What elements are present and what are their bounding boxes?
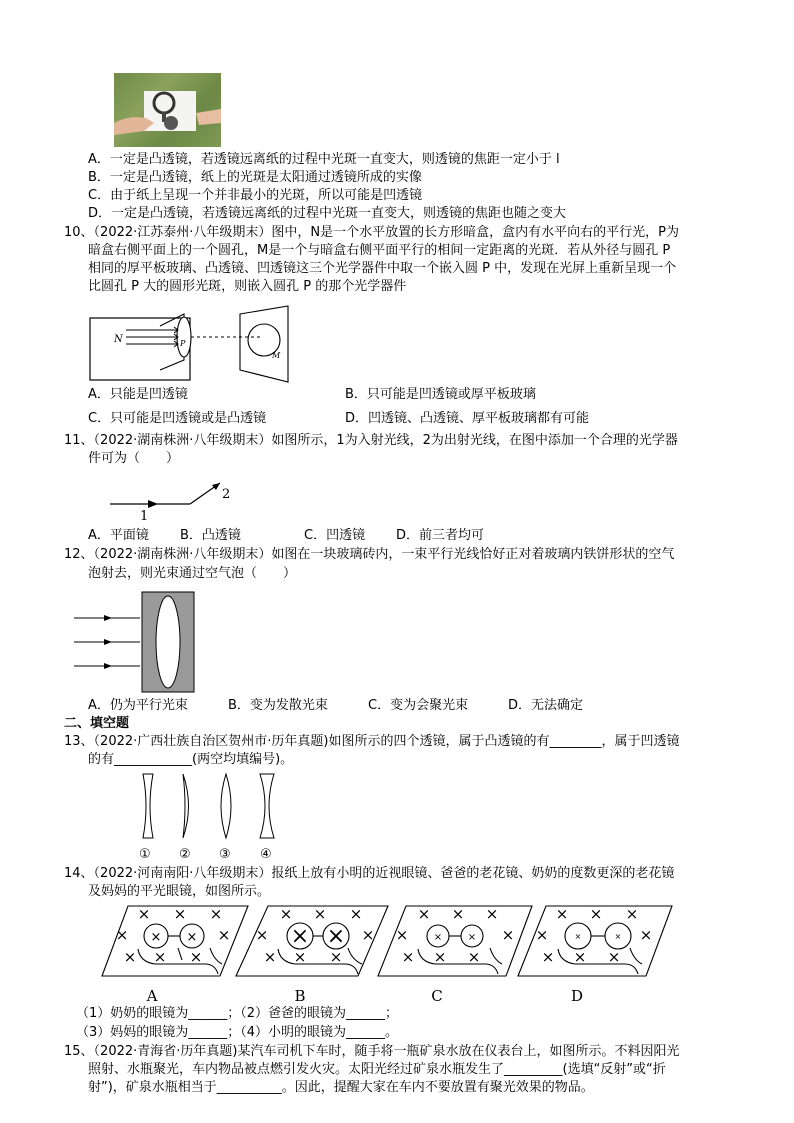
label-m: M [272,351,281,360]
svg-text:×: × [173,905,187,923]
svg-text:×: × [361,926,375,944]
label-d: D [570,987,584,1005]
lens-4 [260,774,274,838]
label-p: P [180,339,186,348]
q12-option-a: A．仍为平行光束 [88,698,188,713]
svg-text:×: × [467,948,481,966]
svg-text:×: × [209,905,223,923]
svg-text:×: × [217,926,231,944]
label-c: C [431,987,443,1005]
q14-stem-line-1: 14、（2022·河南南阳·八年级期末）报纸上放有小明的近视眼镜、爸爸的老花镜、奶奶的度数更深的老花镜 [64,866,675,881]
q9-option-c: C．由于纸上呈现一个并非最小的光斑，所以可能是凹透镜 [88,188,423,203]
svg-text:×: × [433,948,447,966]
q13-stem-line-2: 的有____________(两空均填编号)。 [88,752,294,767]
svg-text:×: × [555,905,569,923]
lens-number-1: ① [139,847,151,862]
label-b: B [294,987,306,1005]
q12-stem-line-1: 12、（2022·湖南株洲·八年级期末）如图在一块玻璃砖内，一束平行光线恰好正对着玻璃内铁饼形状的空气 [64,547,675,562]
q9-option-d: D．一定是凸透镜，若透镜远离纸的过程中光斑一直变大，则透镜的焦距也随之变大 [88,206,567,221]
section-heading: 二、填空题 [64,716,130,731]
svg-text:×: × [451,905,465,923]
svg-text:×: × [401,948,415,966]
svg-text:×: × [433,932,443,943]
ray-label-2: 2 [222,487,231,502]
svg-text:×: × [535,926,549,944]
svg-text:×: × [137,905,151,923]
svg-text:×: × [189,948,203,966]
svg-text:×: × [485,905,499,923]
q10-stem-line-4: 比圆孔 P 大的圆形光斑，则嵌入圆孔 P 的那个光学器件 [88,279,407,294]
q15-stem-line-2: 照射、水瓶聚光，车内物品被点燃引发火灾。太阳光经过矿泉水瓶发生了_________(选填“反射”或“折 [88,1062,666,1077]
svg-text:×: × [123,948,137,966]
q11-diagram [108,476,258,522]
label-a: A [146,987,158,1005]
svg-text:×: × [326,924,346,949]
q13-stem-line-1: 13、（2022·广西壮族自治区贺州市·历年真题)如图所示的四个透镜，属于凸透镜的有________，属于凹透镜 [64,734,680,749]
q9-option-b: B．一定是凸透镜，纸上的光斑是太阳通过透镜所成的实像 [88,170,422,185]
lens-2 [183,774,189,838]
hole-p [177,317,191,357]
svg-text:×: × [349,905,363,923]
svg-text:×: × [625,905,639,923]
ray-label-1: 1 [140,509,149,524]
svg-text:×: × [589,905,603,923]
lens-number-4: ④ [260,847,272,862]
svg-text:×: × [467,932,477,943]
svg-text:×: × [607,948,621,966]
q10-stem-line-2: 暗盒右侧平面上的一个圆孔，M是一个与暗盒右侧平面平行的相间一定距离的光斑．若从外径与圆孔 P [88,243,671,258]
svg-text:×: × [639,926,653,944]
q10-option-b: B．只可能是凹透镜或厚平板玻璃 [345,387,536,402]
svg-text:×: × [501,926,515,944]
q15-stem-line-1: 15、（2022·青海省·历年真题)某汽车司机下车时，随手将一瓶矿泉水放在仪表台上，如图所示。不料因阳光 [64,1044,680,1059]
svg-text:×: × [115,926,129,944]
svg-text:×: × [417,905,431,923]
q11-option-a: A．平面镜 [88,528,149,543]
q9-option-a: A．一定是凸透镜，若透镜远离纸的过程中光斑一直变大，则透镜的焦距一定小于 l [88,152,560,167]
q10-option-c: C．只可能是凹透镜或是凸透镜 [88,411,267,426]
q10-stem-line-3: 相同的厚平板玻璃、凸透镜、凹透镜这三个光学器件中取一个嵌入圆 P 中，发现在光屏上重新呈现一个 [88,261,677,276]
q12-diagram [72,590,202,695]
svg-text:×: × [614,932,622,941]
q11-option-b: B．凸透镜 [180,528,241,543]
q14-glasses-diagram [100,904,680,1004]
svg-text:×: × [313,905,327,923]
q10-option-d: D．凹透镜、凸透镜、厚平板玻璃都有可能 [345,411,590,426]
air-bubble [156,596,180,688]
lens-3 [221,774,231,838]
label-n: N [114,334,123,345]
q11-stem-line-1: 11、（2022·湖南株洲·八年级期末）如图所示，1为入射光线，2为出射光线，在图中添加一个合理的光学器 [64,433,678,448]
lens-number-2: ② [179,847,191,862]
q11-stem-line-2: 件可为（ ） [88,451,180,466]
screen-m [240,306,288,382]
svg-text:×: × [255,926,269,944]
svg-text:×: × [541,948,555,966]
lens-number-3: ③ [219,847,231,862]
q12-option-d: D．无法确定 [508,698,584,713]
svg-text:×: × [573,948,587,966]
sun-lens-photo [114,73,221,147]
q14-stem-line-2: 及妈妈的平光眼镜，如图所示。 [88,884,271,899]
q12-stem-line-2: 泡射去，则光束通过空气泡（ ） [88,566,297,581]
svg-text:×: × [279,905,293,923]
q10-diagram [88,304,298,384]
q14-answer-line-2: （3）妈妈的眼镜为______；（4）小明的眼镜为______。 [76,1025,399,1040]
svg-text:×: × [290,924,310,949]
q10-option-a: A．只能是凹透镜 [88,387,188,402]
photo-illustration [114,73,221,147]
q12-option-b: B．变为发散光束 [228,698,328,713]
q14-answer-line-1: （1）奶奶的眼镜为______；（2）爸爸的眼镜为______； [76,1006,399,1021]
svg-text:×: × [186,930,198,945]
svg-text:×: × [293,948,307,966]
q10-stem-line-1: 10、（2022·江苏泰州·八年级期末）图中，N是一个水平放置的长方形暗盒，盒内有水平向右的平行光，P为 [64,225,679,240]
q11-option-d: D．前三者均可 [396,528,485,543]
svg-text:×: × [153,948,167,966]
q13-lenses [130,772,290,862]
q12-option-c: C．变为会聚光束 [368,698,469,713]
svg-text:×: × [395,926,409,944]
q11-option-c: C．凹透镜 [304,528,366,543]
svg-text:×: × [329,948,343,966]
svg-text:×: × [263,948,277,966]
svg-text:×: × [150,930,162,945]
lens-1 [143,774,153,838]
q15-stem-line-3: 射”)，矿泉水瓶相当于__________。因此，提醒大家在车内不要放置有聚光效果的物品。 [88,1080,594,1095]
svg-text:×: × [574,932,582,941]
